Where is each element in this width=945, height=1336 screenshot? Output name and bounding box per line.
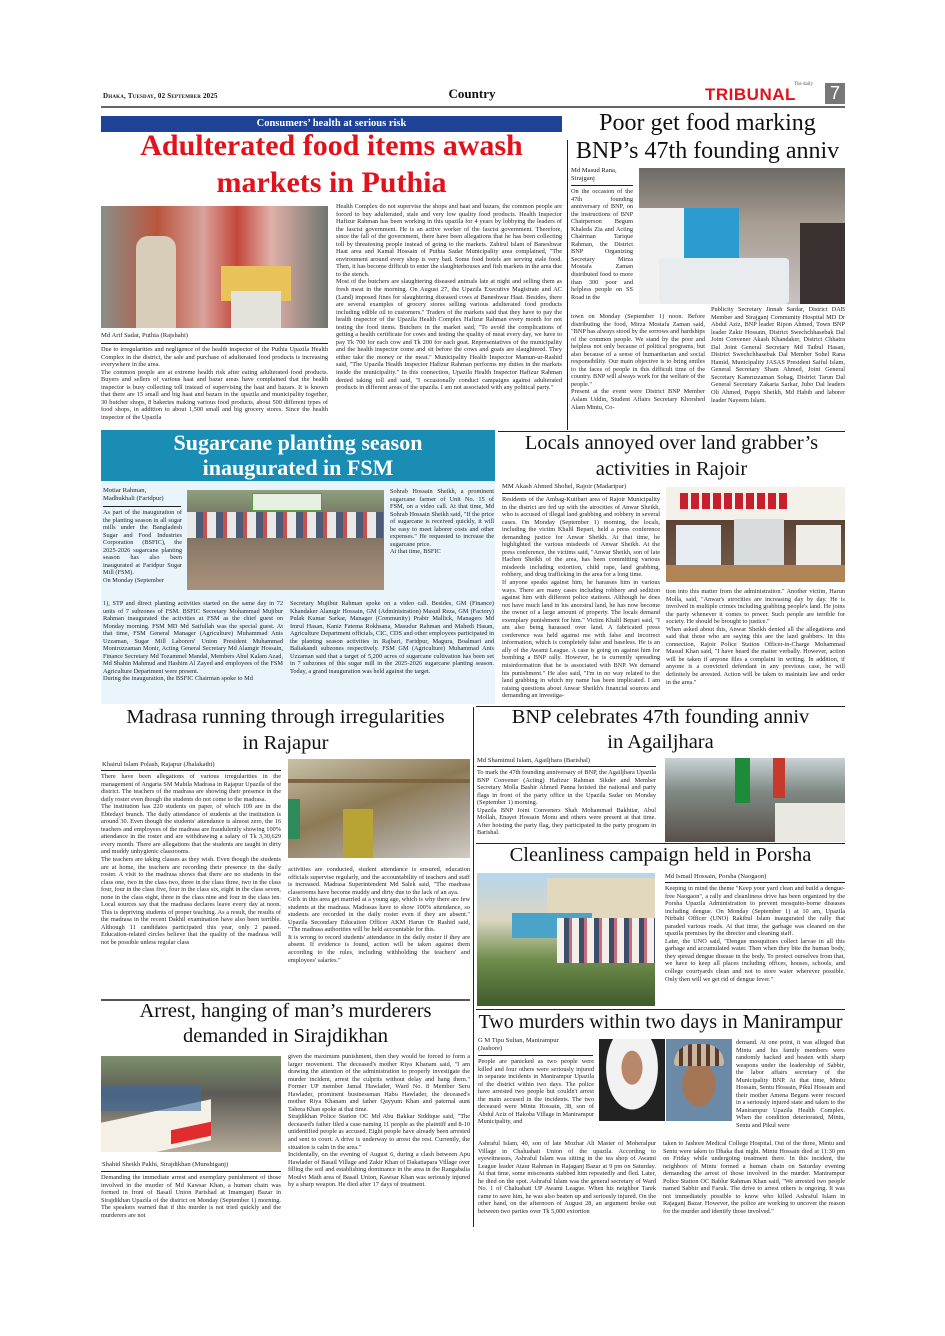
byline-rajoir: MM Akash Ahmed Shohel, Rajoir (Madaripur) (502, 483, 627, 490)
article-manirampur-col3: demand. At one point, it was alleged that Mintu and his family members were randomly hacked and beaten with sharp weapons under the leadership of Sabbir, the labor affairs secretary of the Municipality BNP. At that time, Mintu Hossain, Sentu Hossain, Pikul Hossain and their mother Amena Begum were rescued in a seriously injured state and taken to the Manirampur Upazila Health Complex. When the condition deteriorated, Mintu, Sentu and Pikul were (736, 1039, 845, 1130)
headline-sirajganj-2: BNP’s 47th founding anniv (575, 138, 840, 164)
article-puthia-col2: Health Complex do not supervise the shops and haat and bazars, the common people are forced to buy adulterated, stale and very low quality food products. Health Inspector Hafizur Rahman has been working in this upazila for 4 years by lobbying the leaders of the fascist government. He is an active worker of the fascist government. Therefore, since the fall of the government, there have been allegations that he has been collecting toll by threatening people instead of going to the markets. Zahirul Islam of Baneshwar Haat area and Kamal Hossain of Puthia Sadar Municipality area complained, "The environment around every shop is very bad. Some food hotels are serving stale food. Then, it has become difficult to enter the slaughterhouses and fish markets in the area due to the stench. Most of the butchers are slaughtering diseased animals late at night and selling them as fresh meat in the morning. On August 27, the Upazila Executive Magistrate and AC (Land) imposed fines for slaughtering diseased cows at Baneshwar Haat. Besides, there are several examples of grocery stores selling various adulterated food products including edible oil to customers." Traders of the markets said that they have to pay the health inspector of the Upazila Health Complex Hafizur Rahman every month for not testing the food items. Butchers in the market said, "To avoid the complications of getting a health certificate for cows and testing the quality of meat every day, we have to pay Tk 700 for each cow and Tk 200 for each goat. Representatives of the municipality and the health inspector come and sit before the cows and goats are slaughtered. They either take the money or the meat." Municipality Health Inspector Mamun-ur-Rashid said, "The Upazila Health Inspector Hafizur Rahman performs my duties in the markets inside the municipality." In this connection, Upazila Health Inspector Hafizur Rahman denied taking toll and said, "I occasionally conduct campaigns against adulterated products in different areas of the upazila. I am not associated with any political party." (336, 203, 562, 392)
byline-rule (101, 343, 328, 344)
byline-agailjhara: Md Shamimul Islam, Agailjhara (Barishal) (477, 757, 590, 764)
photo-human-chain (101, 1056, 281, 1152)
headline-madrasa-2: in Rajapur (242, 732, 329, 754)
headline-sirajdikhan-1: Arrest, hanging of man’s murderers (139, 1000, 432, 1022)
section-title: Country (448, 86, 496, 101)
photo-victim-2 (666, 1039, 732, 1121)
headline-rajoir-2: activities in Rajoir (595, 458, 748, 480)
headline-rajoir-1: Locals annoyed over land grabber’s (524, 432, 819, 454)
section-rule (476, 1009, 845, 1010)
byline-porsha: Md Ismail Hossain, Porsha (Naogaon) (665, 873, 767, 880)
byline-manirampur: G M Tipu Sultan, Manirampur (Jashore) (478, 1037, 559, 1052)
headline-puthia-2: markets in Puthia (216, 166, 447, 199)
article-porsha: Keeping in mind the theme "Keep your yard clean and build a dengue-free Naogaon", a rally and cleanliness drive has been organized by the Porsha Upazila Administration to prevent mosquito-borne diseases including dengue. On Monday (September 1) at 10 am, Upazila Nirbahi Officer (UNO) Rakibul Islam inaugurated the rally that paraded various roads. At that time, the garbage was cleaned on the upazila premises by the director and cleaning staff. Later, the UNO said, "Dengue mosquitoes collect larvae in all this garbage and accumulated water. Then when they bite the human body, they spread dengue disease in the body. To protect ourselves from that, we have to keep all places including offices, houses, schools, and college courtyards clean and not to store water wherever possible. Only then will we get rid of dengue fever." (665, 885, 845, 983)
headline-sirajdikhan-2: demanded in Sirajdikhan (183, 1025, 388, 1047)
kicker-bar: Consumers’ health at serious risk (101, 116, 562, 132)
byline-rule (478, 1055, 593, 1056)
photo-sugarcane-field (187, 490, 384, 590)
article-sirajganj-col1: On the occasion of the 47th founding anniversary of BNP, on the instructions of BNP Chairperson Begum Khaleda Zia and Acting Chairman Tarique Rahman, the District BNP Organizing Secretary Mirza Mostafa Zaman distributed food to more than 300 poor and helpless people on SS Road in the (571, 188, 633, 301)
photo-madrasa-classroom (288, 759, 470, 858)
photo-press-conference (666, 487, 845, 582)
article-fsm-col3: 1), STP and direct planting activities started on the same day in 72 units of 7 subzones of FSM. BSFIC Secretary Mohammad Mujibur Rahman inaugurated the activities at FSM as the chief guest on Monday morning. FSM MD Md Saifullah was the special guest. At that time, FSM General Manager (Agriculture) Muhammad Anis Uzzaman, Sugar Mill Laborers' Union President Muhammad Moniruzzaman Monir, Acting General Secretary Md Alamgir Hossain, Finance Secretary Md Tozammel Mandal, Members Abul Kalam Azad, Md Shahin Mahmud and Hashim Al Zayed and employees of the FSM Agriculture Department were present. During the inauguration, the BSFIC Chairman spoke to Md (103, 600, 283, 683)
headline-agailjhara-2: in Agailjhara (607, 731, 714, 753)
byline-rule (665, 882, 845, 883)
header-rule (101, 106, 845, 108)
byline-rule (101, 770, 281, 771)
byline-rule (103, 506, 181, 507)
headline-agailjhara-1: BNP celebrates 47th founding anniv (511, 706, 810, 728)
byline-madrasa: Khairul Islam Polash, Rajapur (Jhalakathi) (102, 761, 215, 768)
byline-sirajdikhan: Shahid Sheikh Pakhi, Sirajdikhan (Munshiganj) (102, 1161, 229, 1168)
byline-rule (101, 1171, 281, 1172)
byline-rule (502, 493, 660, 494)
headline-fsm-2: inaugurated in FSM (202, 455, 394, 480)
byline-rule (571, 185, 633, 186)
column-rule (567, 140, 568, 430)
article-puthia-col1: Due to irregularities and negligence of the health inspector of the Puthia Upazila Health Complex in the district, the sale and purchase of adulterated food products is increasing everywhere in the area. The common people are at extreme health risk after eating adulterated food products. Buyers and sellers of various haat and bazar areas have complained that the health inspector is busy collecting toll instead of supervising the haat and bazars. It is known that there are 15 small and big haat and bazars in the upazila and municipality together, 30 butcher shops, 8 bakeries making various food products, about 500 different types of food shops, in addition to about 1,500 small and big grocery stores. Since the health inspector of the Upazila (101, 346, 328, 421)
article-fsm-col2: Sohrab Hossain Sheikh, a prominent sugarcane farmer of Unit No. 15 of FSM, on a video call. At that time, Md Sohrab Hossain Sheikh said, "If the price of sugarcane is received quickly, it will be easy to meet laborer costs and other expenses." He requested to increase the sugarcane price. At that time, BSFIC (390, 488, 494, 556)
headline-fsm-1: Sugarcane planting season (173, 430, 423, 455)
photo-cleanliness-rally (477, 873, 655, 1006)
photo-market-shop (101, 206, 328, 328)
column-rule (473, 707, 474, 1227)
byline-puthia: Md Arif Sadat, Puthia (Rajshahi) (101, 332, 188, 339)
headline-sirajganj-1: Poor get food marking (599, 110, 816, 136)
article-rajoir-col1: Residents of the Ambag-Kutibari area of Rajoir Municipality in the district are fed up with the atrocities of Anwar Sheikh, who is accused of illegal land grabbing and robbery in several cases. On Monday (September 1) morning, the locals, including the victim Khalil Bepari, held a press conference demanding justice for Anwar Sheikh. At that time, he highlighted the various misdeeds of Anwar Sheikh. At the press conference, the victims said, "Anwar Sheikh, son of late Hachen Sheikh of the area, has been committing various misdeeds including extortion, child rape, land grabbing, robbery, and drug trafficking in the area for a long time. If anyone speaks against him, he harasses him in various ways. There are many cases including robbery and sedition against him with different police stations. Although he does not have much land in his ancestral land, he has now become the owner of a large amount of property. The locals demand exemplary punishment for him." Victim Khalil Bepari said, "I am also being harassed over land. A fabricated press conference was held against me with false and incorrect information, which is completely false and baseless. He is an ally of the Awami League. A case is going on against him for bombing a BNP rally. However, he is currently spreading misinformation that he is associated with BNP. We demand his punishment." He also said, "I'm in no way related to the land grabbing in which my name has been implicated. I am raising questions about Anwar Sheikh's financial sources and demanding an investiga- (502, 496, 660, 700)
article-agailjhara: To mark the 47th founding anniversary of BNP, the Agailjhara Upazila BNP Convener (Acting) Hafizur Rahman Sikder and Member Secretary Molla Bashir Ahmed Panna hoisted the national and party flags in front of the party office in the Upazila Sadar on Monday (September 1) morning. Upazila BNP Joint Conveners Shah Mohammad Bakhtiar, Abul Mollah, Enayet Hossain Monu and others were present at that time. After hoisting the party flag, they participated in the party program in Barishal. (477, 769, 656, 837)
article-sirajganj-col2: town on Monday (September 1) noon. Before distributing the food, Mirza Mostafa Zaman said, "BNP has always stood by the sorrows and hardships of the common people. We stand by the poor and helpless not only because of political programs, but also because of a sense of humanitarian and social responsibility. Our main objective is to bring smiles to the faces of people in this difficult time of the country. BNP will always work for the welfare of the people." Present at the event were District BNP Member Aslam Uddin, Student Affairs Secretary Khorshed Alam Mintu, Co- (571, 313, 705, 411)
article-rajoir-col2: tion into this matter from the administration." Another victim, Harun Molla, said, "Anwar's atrocities are increasing day by day. He is involved in multiple crimes including grabbing people's land. He joins the party whenever it comes to power. Such people are terrible for society. He should be brought to justice." When asked about this, Anwar Sheikh denied all the allegations and said that those who are saying this are the land grabbers. In this connection, Rajoir Police Station Officer-in-Charge Mohammad Masud Khan said, "I have heard the matter verbally. However, action will be taken if anyone files a complaint in writing. In addition, if anyone is a convicted defendant in any previous case, he will definitely be arrested. Action will be taken to maintain law and order in the area." (666, 588, 845, 686)
article-manirampur-col4: taken to Jashore Medical College Hospital. Out of the three, Mintu and Sentu were taken to Dhaka that night. Mintu Hossain died at 11:30 pm on Friday while undergoing treatment there. In this incident, the neighbors of Mintu formed a human chain on Saturday evening demanding the arrest of those involved in the murder. Manirampur Police Station OC Bablur Rahman Khan said, "We arrested two people named Sabbir and Faruk. The drive to arrest others is ongoing. It was not immediately possible to know who killed Ashraful Islam in Rajaganj Bazar. However, the police are working to uncover the reason for the murder and identify those involved." (663, 1140, 845, 1215)
article-sirajganj-col3: Publicity Secretary Jinnah Sardar, District DAB Member and Sirajganj Community Hospital MD Dr Abdul Aziz, BNP leader Ripon Ahmed, Town BNP leader Zakir Hossain, District Swechchhasebak Dal Joint Convener Akash Khandaker, District Chhatra Dal Joint General Secretary Md Taibul Hasan, District Swechchhasebak Dal Member Sohel Rana Hamid, Municipality JASAS President Saiful Islam, General Secretary Sham Ahmed, Joint General Secretary Kamruzzaman Sohag, District Tarun Dal General Secretary Zakaria Sarkar, Jubo Dal leaders Oli Ahmed, Pappu Sheikh, Md Habib and laborer leader Nayeem Islam. (711, 306, 845, 404)
page-number: 7 (825, 83, 845, 104)
masthead-logo (703, 83, 823, 105)
logo-small: The daily (793, 82, 813, 87)
byline-fsm: Motiar Rahman, Madhukhali (Faridpur) (103, 487, 164, 502)
dateline: Dhaka, Tuesday, 02 September 2025 (103, 92, 218, 100)
headline-madrasa-1: Madrasa running through irregularities (126, 706, 445, 728)
article-madrasa-col1: There have been allegations of various irregularities in the management of Angaria SM Mahila Madrasa in Rajapur Upazila of the district. The teachers of the madrasa are showing their presence in the daily roster even though the students do not come to the madrasa. The institution has 220 students on paper, of which 109 are in the Ebtedayi branch. The daily attendance of students at the institution is around 30. Even though the students' attendance is almost zero, the 16 teachers and employees of the madrasa are fraudulently showing 100% attendance in the roster and are withdrawing a salary of Tk 3,30,629 every month. There are allegations that the students are taught in dirty and muddy unhygienic classrooms. The teachers are taking classes as they wish. Even though the students are at home, the teachers are recording their presence in the daily roster. A visit to the madrasa shows that there are no students in the class one, two in the class two, three in the class three, two in the class four, four in the class five, four in the class six, eight in the class seven, none in the class eight, three in the class nine and four in the class ten. Local sources say that the madrasa declares leave every day at noon. This is depriving students of proper teaching. As a result, the results of the madrasa in the recent Dakhil examination have also been terrible. Although 11 candidates participated this year, only 2 passed. Education-related circles believe that the quality of the madrasa will not be possible unless regular class (101, 773, 281, 947)
photo-food-distribution (639, 168, 845, 304)
article-manirampur-col2: Ashraful Islam, 40, son of late Mozhar Ali Master of Moheralpur Village in Chaluahati Union of the upazila. According to eyewitnesses, Ashraful Islam was sitting in the tea shop of Awami League leader Ataur Rahman in Rajaganj Bazar at 9 pm on Saturday. At that time, some miscreants stabbed him repeatedly and fled. Later, he died on the spot. Ashraful Islam was the general secretary of Ward No. 1 of Chaluahati UP Awami League. When his neighbor Tarek came to save him, he was also beaten up and seriously injured. On the other hand, on the afternoon of August 28, an argument broke out between two parties over Tk 5,000 extortion (478, 1140, 656, 1215)
article-madrasa-col2: activities are conducted, student attendance is ensured, education officials supervise regularly, and the accountability of teachers and staff is increased. Madrasa Superintendent Md Salek said, "The madrasa classrooms have become muddy and dirty due to the lack of an aya. Girls in this area get married at a young age, which is why there are few students at the madrasa. Madrasas have to show 100% attendance, so students are recorded in the daily roster even if they are absent." Upazila Secondary Education Officer AKM Harun Or Rashid said, "The madrasa authorities will be held accountable for this. It is wrong to record students' attendance in the daily roster if they are absent. If evidence is found, action will be taken against them according to the rules, including withholding the teachers' and employees' salaries." (288, 866, 470, 964)
byline-rule (477, 766, 656, 767)
article-sirajdikhan-col2: given the maximum punishment, then they would be forced to form a larger movement. The deceased's mother Riya Khanam said, "I am drawing the attention of the administration to properly investigate the murder incident, arrest the culprits without delay and hang them." Former UP member Jamal Hawlader, Ward No. 8 Member Seru Hawlader, prominent businessman Habu Hawlader, the deceased's mother Riya Khanam and father Qayyum Khan and paternal aunt Tahera Khan spoke at that time. Sirajdikhan Police Station OC Md Abu Bakkar Siddique said, "The deceased's father filed a case naming 11 people as the plaintiff and 8-10 unidentified people as accused. Eight people have already been arrested and sent to court. A drive is underway to arrest the rest. Currently, the situation is calm in the area." Incidentally, on the evening of August 6, during a clash between Apu Hawlader of Basail Village and Zakir Khan of Dakatiapara Village over filling the soil and establishing dominance in the area in the Rangabalia Moulvi Math area of Basail Union, Kawsar Khan was seriously injured by a sharp weapon. He died after 17 days of treatment. (288, 1053, 470, 1189)
article-sirajdikhan-col1: Demanding the immediate arrest and exemplary punishment of those involved in the murder of Md Kawsar Khan, a human chain was formed in front of Basail Union Parishad at Imamganj Bazar in Sirajdikhan Upazila of the district on Monday (September 1) morning. The speakers warned that if this murder is not tried quickly and the murderers are not (101, 1174, 281, 1219)
article-fsm-col1: As part of the inauguration of the planting season in all sugar mills under the Bangladesh Sugar and Food Industries Corporation (BSFIC), the 2025-2026 sugarcane planting season has also been inaugurated at Faridpur Sugar Mill (FSM). On Monday (September (103, 509, 182, 584)
photo-victim-1 (599, 1039, 665, 1121)
article-manirampur-col1: People are panicked as two people were killed and four others were seriously injured in separate incidents in Manirampur Upazila of the district within two days. The police have arrested two people but couldn't arrest the main accused in the incidents. The two deceased were Mintu Hossain, 38, son of Abdul Aziz of Hakoba Village in Manirampur Municipality, and (478, 1058, 594, 1126)
headline-puthia-1: Adulterated food items awash (140, 129, 523, 162)
logo-text: TRIBUNAL (705, 85, 796, 104)
photo-flag-hoisting (665, 758, 845, 842)
headline-porsha: Cleanliness campaign held in Porsha (509, 844, 812, 866)
byline-sirajganj: Md Masud Rana, Sirajganj (571, 167, 617, 182)
headline-manirampur: Two murders within two days in Manirampur (478, 1011, 843, 1033)
article-fsm-col4: Secretary Mujibur Rahman spoke on a video call. Besides, GM (Finance) Khandaker Alamgir Hossain, GM (Administration) Masud Reza, GM (Factory) Pulak Kumar Sarkar, Manager (Community) Prabir Mallick, Managers Md Imrul Hasan, Kaniz Fatema Rokhsana, Masudur Rahman and Mahedi Hasan, Agriculture Department officials, CIC, CDS and other employees participated in the planting season activities in Rajbari, Faridpur, Magura, Boalmari and Baliakandi subzones respectively. FSM GM (Agriculture) Muhammad Anis Uzzaman said that a target of 5,200 acres of sugarcane cultivation has been set in 7 subzones of this sugar mill in the 2025-2026 sugarcane planting season. Today, a grand inauguration was held against the target. (290, 600, 494, 675)
